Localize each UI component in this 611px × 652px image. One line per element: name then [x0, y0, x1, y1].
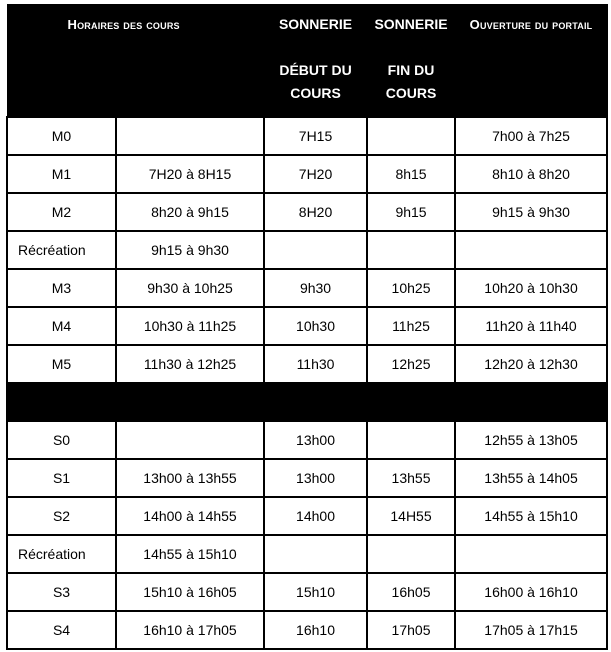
table-row — [7, 573, 607, 611]
hours-cell: 13h00 à 13h55 — [116, 459, 264, 497]
table-row — [7, 307, 607, 345]
bell-end-cell: 17h05 — [367, 611, 455, 649]
table-row — [7, 269, 607, 307]
table-row — [7, 155, 607, 193]
bell-start-cell — [264, 535, 367, 573]
period-cell: M4 — [7, 307, 116, 345]
schedule-body — [7, 117, 607, 649]
period-cell: M3 — [7, 269, 116, 307]
gate-cell — [455, 535, 607, 573]
hours-cell: 14h00 à 14h55 — [116, 497, 264, 535]
period-cell: M2 — [7, 193, 116, 231]
gate-cell: 12h20 à 12h30 — [455, 345, 607, 383]
bell-end-cell: 10h25 — [367, 269, 455, 307]
bell-end-cell — [367, 535, 455, 573]
table-row — [7, 345, 607, 383]
bell-end-cell: 13h55 — [367, 459, 455, 497]
bell-end-cell — [367, 231, 455, 269]
hours-cell: 16h10 à 17h05 — [116, 611, 264, 649]
bell-start-cell: 7H15 — [264, 117, 367, 155]
header-horaires-label: Horaires des cours — [67, 17, 180, 32]
header-sonnerie-fin-sub: FIN DU COURS — [385, 62, 437, 101]
bell-start-cell: 10h30 — [264, 307, 367, 345]
gate-cell: 16h00 à 16h10 — [455, 573, 607, 611]
bell-end-cell: 8h15 — [367, 155, 455, 193]
bell-end-cell: 12h25 — [367, 345, 455, 383]
hours-cell — [116, 421, 264, 459]
header-ouverture-portail-label: Ouverture du portail — [469, 17, 593, 32]
gate-cell: 13h55 à 14h05 — [455, 459, 607, 497]
period-cell: S3 — [7, 573, 116, 611]
gate-cell — [455, 231, 607, 269]
lunch-break-row — [7, 383, 607, 421]
bell-end-cell — [367, 117, 455, 155]
bell-start-cell: 7H20 — [264, 155, 367, 193]
bell-end-cell — [367, 421, 455, 459]
gate-cell: 14h55 à 15h10 — [455, 497, 607, 535]
table-row — [7, 535, 607, 573]
header-row — [7, 5, 607, 117]
hours-cell — [116, 117, 264, 155]
gate-cell: 17h05 à 17h15 — [455, 611, 607, 649]
bell-start-cell: 14h00 — [264, 497, 367, 535]
bell-end-cell: 11h25 — [367, 307, 455, 345]
gate-cell: 8h10 à 8h20 — [455, 155, 607, 193]
bell-end-cell: 16h05 — [367, 573, 455, 611]
header-sonnerie-debut — [264, 5, 367, 117]
table-row — [7, 117, 607, 155]
header-sonnerie-debut-sub: DÉBUT DU COURS — [279, 62, 352, 101]
bell-start-cell: 8H20 — [264, 193, 367, 231]
lunch-break-cell — [7, 383, 607, 421]
table-row — [7, 421, 607, 459]
period-cell: M5 — [7, 345, 116, 383]
period-cell: S0 — [7, 421, 116, 459]
bell-end-cell: 9h15 — [367, 193, 455, 231]
bell-start-cell: 9h30 — [264, 269, 367, 307]
period-cell: M0 — [7, 117, 116, 155]
table-row — [7, 611, 607, 649]
header-ouverture-portail — [455, 5, 607, 117]
bell-start-cell: 13h00 — [264, 421, 367, 459]
period-cell: Récréation — [7, 231, 116, 269]
gate-cell: 10h20 à 10h30 — [455, 269, 607, 307]
bell-start-cell — [264, 231, 367, 269]
hours-cell: 9h15 à 9h30 — [116, 231, 264, 269]
hours-cell: 15h10 à 16h05 — [116, 573, 264, 611]
period-cell: S1 — [7, 459, 116, 497]
period-cell: Récréation — [7, 535, 116, 573]
bell-start-cell: 13h00 — [264, 459, 367, 497]
bell-end-cell: 14H55 — [367, 497, 455, 535]
period-cell: M1 — [7, 155, 116, 193]
hours-cell: 14h55 à 15h10 — [116, 535, 264, 573]
bell-start-cell: 15h10 — [264, 573, 367, 611]
hours-cell: 11h30 à 12h25 — [116, 345, 264, 383]
bell-start-cell: 11h30 — [264, 345, 367, 383]
period-cell: S2 — [7, 497, 116, 535]
hours-cell: 9h30 à 10h25 — [116, 269, 264, 307]
table-row — [7, 497, 607, 535]
hours-cell: 10h30 à 11h25 — [116, 307, 264, 345]
header-sonnerie-fin-title: SONNERIE — [374, 16, 448, 32]
schedule-table — [6, 4, 608, 650]
hours-cell: 7H20 à 8H15 — [116, 155, 264, 193]
header-sonnerie-debut-title: SONNERIE — [278, 16, 353, 32]
gate-cell: 9h15 à 9h30 — [455, 193, 607, 231]
hours-cell: 8h20 à 9h15 — [116, 193, 264, 231]
table-row — [7, 459, 607, 497]
bell-start-cell: 16h10 — [264, 611, 367, 649]
table-row — [7, 193, 607, 231]
period-cell: S4 — [7, 611, 116, 649]
gate-cell: 12h55 à 13h05 — [455, 421, 607, 459]
header-sonnerie-fin — [367, 5, 455, 117]
table-row — [7, 231, 607, 269]
header-horaires — [7, 5, 264, 117]
gate-cell: 11h20 à 11h40 — [455, 307, 607, 345]
gate-cell: 7h00 à 7h25 — [455, 117, 607, 155]
